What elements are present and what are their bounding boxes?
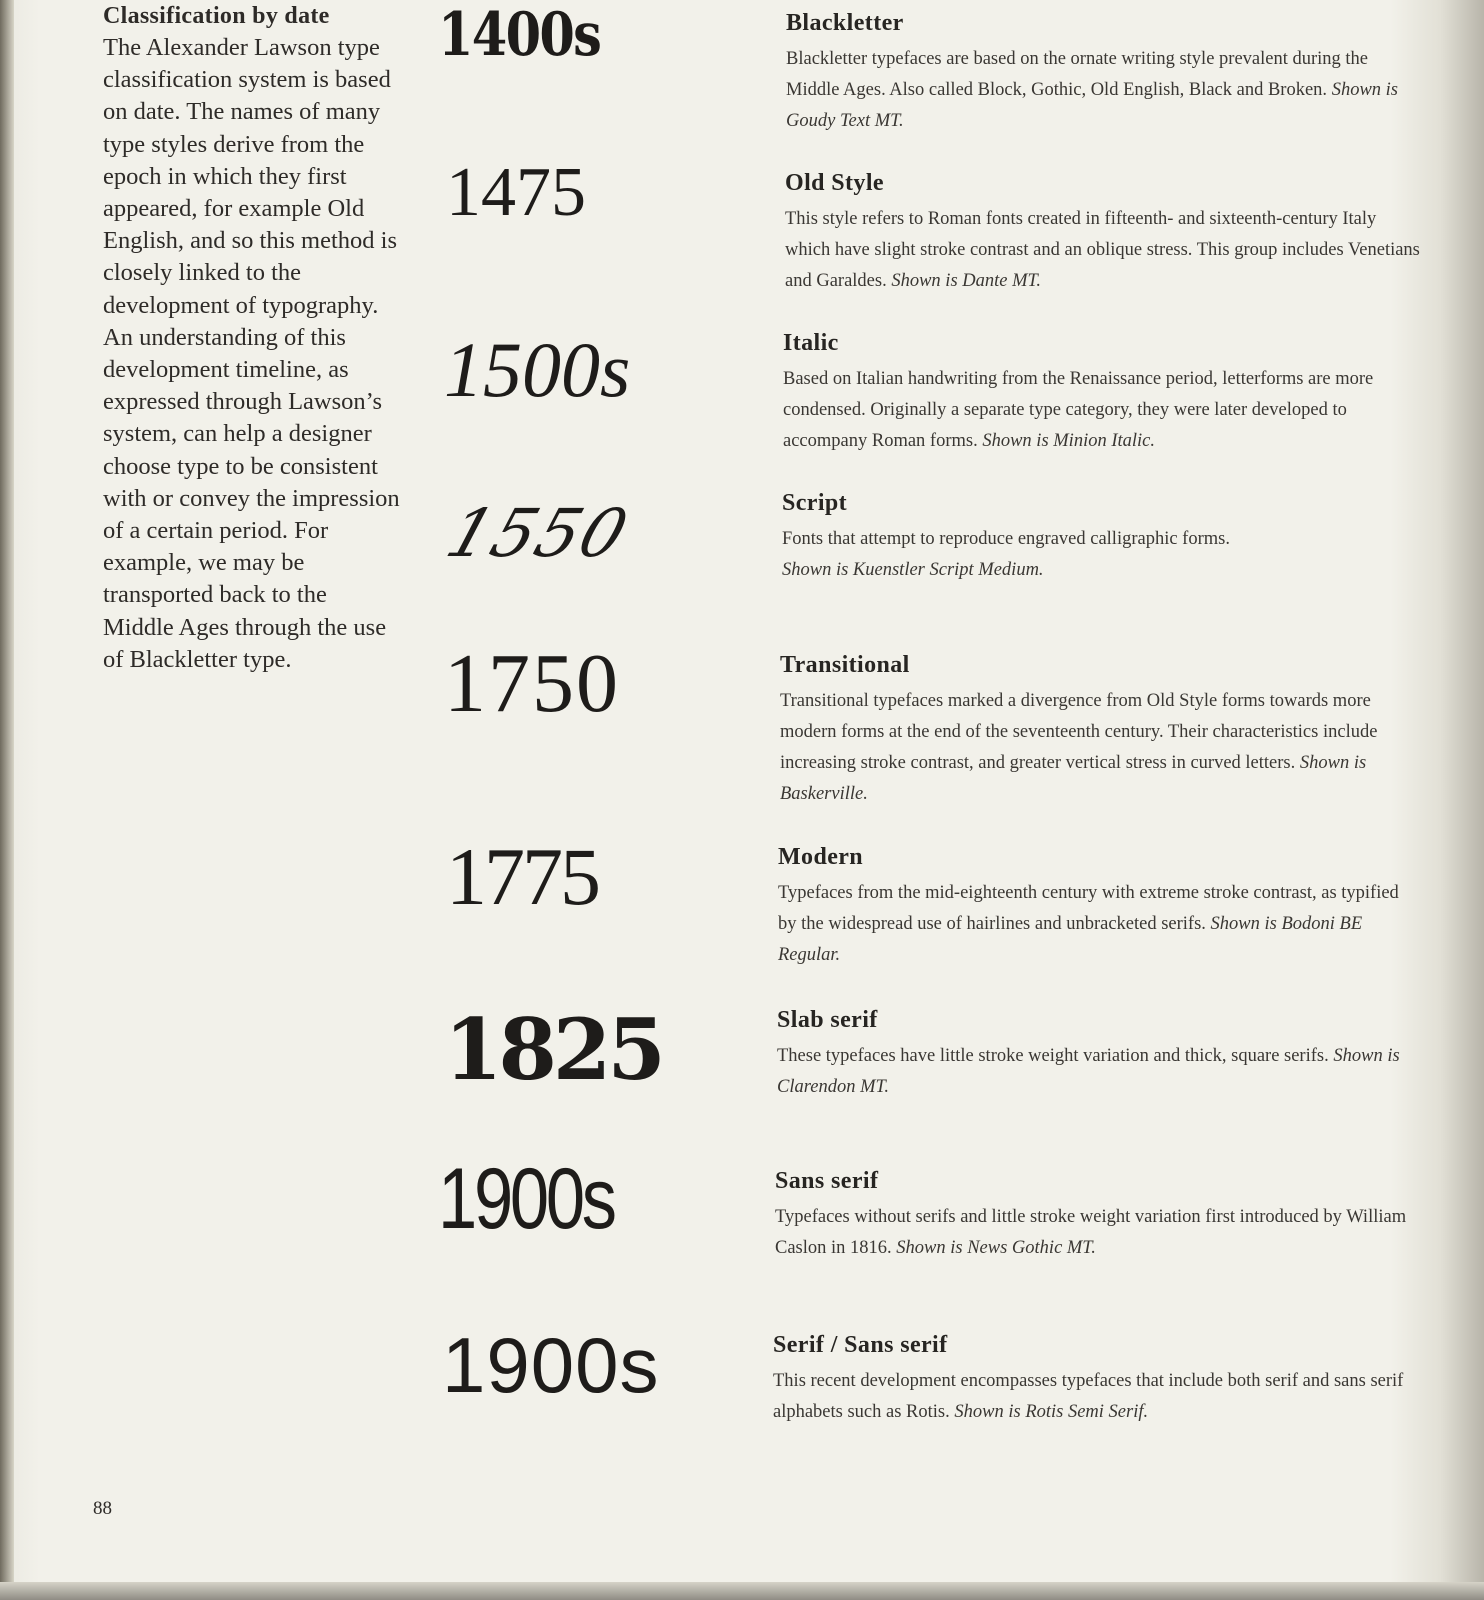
entry-shown-font: Shown is Goudy Text MT.	[786, 80, 1398, 131]
entry-script	[782, 488, 1422, 586]
sidebar	[103, 0, 403, 676]
date-label: 1900s	[438, 1151, 614, 1247]
entry-title: Transitional	[780, 652, 910, 678]
entry-description: Based on Italian handwriting from the Renaissance period, letterforms are more condensed. Originally a separate type category, they were later developed to accompany Roman forms. Shown is Minion Italic.	[783, 369, 1374, 451]
entry-description: Fonts that attempt to reproduce engraved calligraphic forms. Shown is Kuenstler Script Medium.	[782, 529, 1230, 580]
page-number: 88	[93, 1498, 112, 1519]
entry-description: These typefaces have little stroke weight variation and thick, square serifs. Shown is Clarendon MT.	[777, 1046, 1400, 1097]
entry-title: Serif / Sans serif	[773, 1332, 948, 1358]
date-label: 1400s	[438, 0, 601, 70]
entry-shown-font: Shown is Rotis Semi Serif.	[954, 1402, 1149, 1422]
entry-serif-sans-serif	[773, 1330, 1413, 1428]
entry-description: This style refers to Roman fonts created in fifteenth- and sixteenth-century Italy which have slight stroke contrast and an oblique stress. This group includes Venetians and Garaldes. Shown is Dante MT.	[785, 209, 1420, 291]
entry-shown-font: Shown is News Gothic MT.	[896, 1238, 1096, 1258]
entry-title: Modern	[778, 844, 864, 870]
date-label: 1500s	[444, 326, 631, 413]
entry-description: Typefaces without serifs and little stroke weight variation first introduced by William Caslon in 1816. Shown is News Gothic MT.	[775, 1207, 1407, 1258]
entry-old-style	[785, 168, 1425, 297]
date-label: 1775	[446, 831, 598, 922]
entry-description: Transitional typefaces marked a divergence from Old Style forms towards more modern forms at the end of the seventeenth century. Their characteristics include increasing stroke contrast, and greater vertical stress in curved letters. Shown is Baskerville.	[780, 691, 1378, 804]
entry-shown-font: Shown is Clarendon MT.	[777, 1046, 1400, 1097]
entry-title: Blackletter	[786, 10, 904, 36]
date-label: 1900s	[442, 1321, 660, 1409]
entry-shown-font: Shown is Baskerville.	[780, 753, 1367, 804]
entry-title: Sans serif	[775, 1168, 879, 1194]
entry-description: Blackletter typefaces are based on the ornate writing style prevalent during the Middle Ages. Also called Block, Gothic, Old English, Black and Broken. Shown is Goudy Text MT.	[786, 49, 1398, 131]
entry-shown-font: Shown is Minion Italic.	[982, 431, 1156, 451]
entry-sans-serif	[775, 1166, 1415, 1264]
entry-transitional	[780, 650, 1420, 810]
entry-shown-font: Shown is Dante MT.	[891, 271, 1042, 291]
entry-title: Italic	[783, 330, 839, 356]
date-label: 1550	[437, 495, 639, 572]
page-bottom-edge	[0, 1582, 1484, 1600]
entry-blackletter	[786, 8, 1426, 137]
entry-description: This recent development encompasses typefaces that include both serif and sans serif alphabets such as Rotis. Shown is Rotis Semi Serif.	[773, 1371, 1404, 1422]
sidebar-heading: Classification by date	[103, 3, 330, 29]
page-gutter-shadow	[0, 0, 14, 1600]
entry-shown-font: Shown is Kuenstler Script Medium.	[782, 560, 1044, 580]
sidebar-body: The Alexander Lawson type classification system is based on date. The names of many type styles derive from the epoch in which they first appeared, for example Old English, and so this method is closely linked to the development of typography. An understanding of this development timeline, as expressed through Lawson’s system, can help a designer choose type to be consistent with or convey the impression of a certain period. For example, we may be transported back to the Middle Ages through the use of Blackletter type.	[103, 34, 400, 673]
date-label: 1475	[446, 154, 586, 231]
entry-shown-font: Shown is Bodoni BE Regular.	[778, 914, 1363, 965]
entry-modern	[778, 842, 1418, 971]
entry-title: Script	[782, 490, 848, 516]
date-label: 1825	[444, 1000, 662, 1099]
entry-title: Slab serif	[777, 1007, 878, 1033]
entry-description: Typefaces from the mid-eighteenth century with extreme stroke contrast, as typified by the widespread use of hairlines and unbracketed serifs. Shown is Bodoni BE Regular.	[778, 883, 1399, 965]
entry-italic	[783, 328, 1423, 457]
date-label: 1750	[444, 637, 620, 730]
entry-title: Old Style	[785, 170, 884, 196]
entry-slab-serif	[777, 1005, 1417, 1103]
